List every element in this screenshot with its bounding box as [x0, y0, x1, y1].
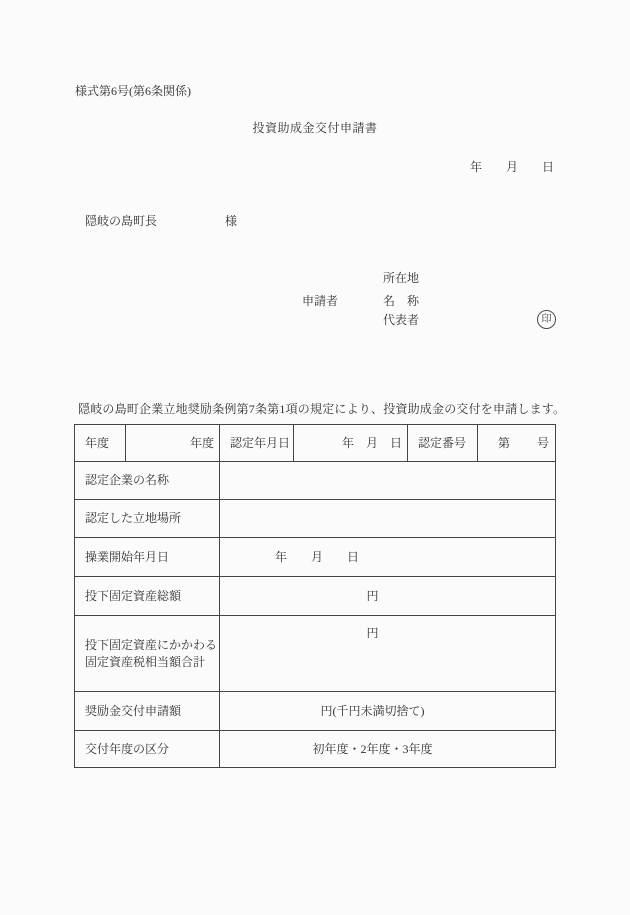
- table-row-company-name: [75, 462, 556, 500]
- table-row-property-tax-equivalent: [75, 616, 556, 692]
- row-label-line1: 投下固定資産にかかわる: [85, 637, 218, 652]
- table-row-location: [75, 500, 556, 538]
- applicant-address-label: 所在地: [383, 271, 420, 285]
- seal-mark-icon: [537, 310, 556, 329]
- table-row-total-fixed-assets: [75, 577, 556, 616]
- row-value: [220, 500, 556, 538]
- certification-date-value-cell: 年 月 日: [294, 425, 408, 462]
- row-label: 交付年度の区分: [75, 731, 220, 768]
- certification-number-label-cell: 認定番号: [408, 425, 478, 462]
- seal-mark-character: 印: [541, 313, 552, 325]
- applicant-name-label: 名 称: [383, 294, 420, 308]
- row-value: 円(千円未満切捨て): [220, 692, 556, 731]
- table-row-operation-start-date: [75, 538, 556, 577]
- row-value: [220, 462, 556, 500]
- certification-date-label-cell: 認定年月日: [220, 425, 294, 462]
- date-line: 年 月 日: [469, 160, 554, 174]
- row-label: [75, 616, 220, 692]
- declaration-sentence: 隠岐の島町企業立地奨励条例第7条第1項の規定により、投資助成金の交付を申請します。: [78, 402, 566, 416]
- page-title: 投資助成金交付申請書: [252, 121, 378, 135]
- row-label: 認定企業の名称: [75, 462, 220, 500]
- row-label-line2: 固定資産税相当額合計: [85, 654, 206, 669]
- application-table: [74, 424, 556, 768]
- addressee-honorific: 様: [225, 214, 238, 228]
- certification-number-value-cell: [478, 425, 556, 462]
- form-number: 様式第6号(第6条関係): [75, 84, 191, 98]
- addressee-name: 隠岐の島町長: [85, 214, 158, 228]
- row-label: 操業開始年月日: [75, 538, 220, 577]
- certification-number-prefix: 第: [498, 436, 511, 450]
- row-value: 年 月 日: [220, 538, 556, 577]
- table-row-header: [75, 425, 556, 462]
- applicant-label: 申請者: [302, 294, 339, 308]
- row-label: 奨励金交付申請額: [75, 692, 220, 731]
- row-label: 投下固定資産総額: [75, 577, 220, 616]
- addressee-line: [85, 215, 237, 227]
- table-row-requested-grant-amount: [75, 692, 556, 731]
- row-value: 初年度・2年度・3年度: [220, 731, 556, 768]
- certification-number-suffix: 号: [536, 436, 549, 450]
- table-row-grant-year-category: [75, 731, 556, 768]
- row-label: 認定した立地場所: [75, 500, 220, 538]
- applicant-representative-label: 代表者: [383, 313, 420, 327]
- row-value: 円: [220, 616, 556, 692]
- fiscal-year-label-cell: 年度: [75, 425, 126, 462]
- row-value: 円: [220, 577, 556, 616]
- fiscal-year-value-cell: 年度: [126, 425, 220, 462]
